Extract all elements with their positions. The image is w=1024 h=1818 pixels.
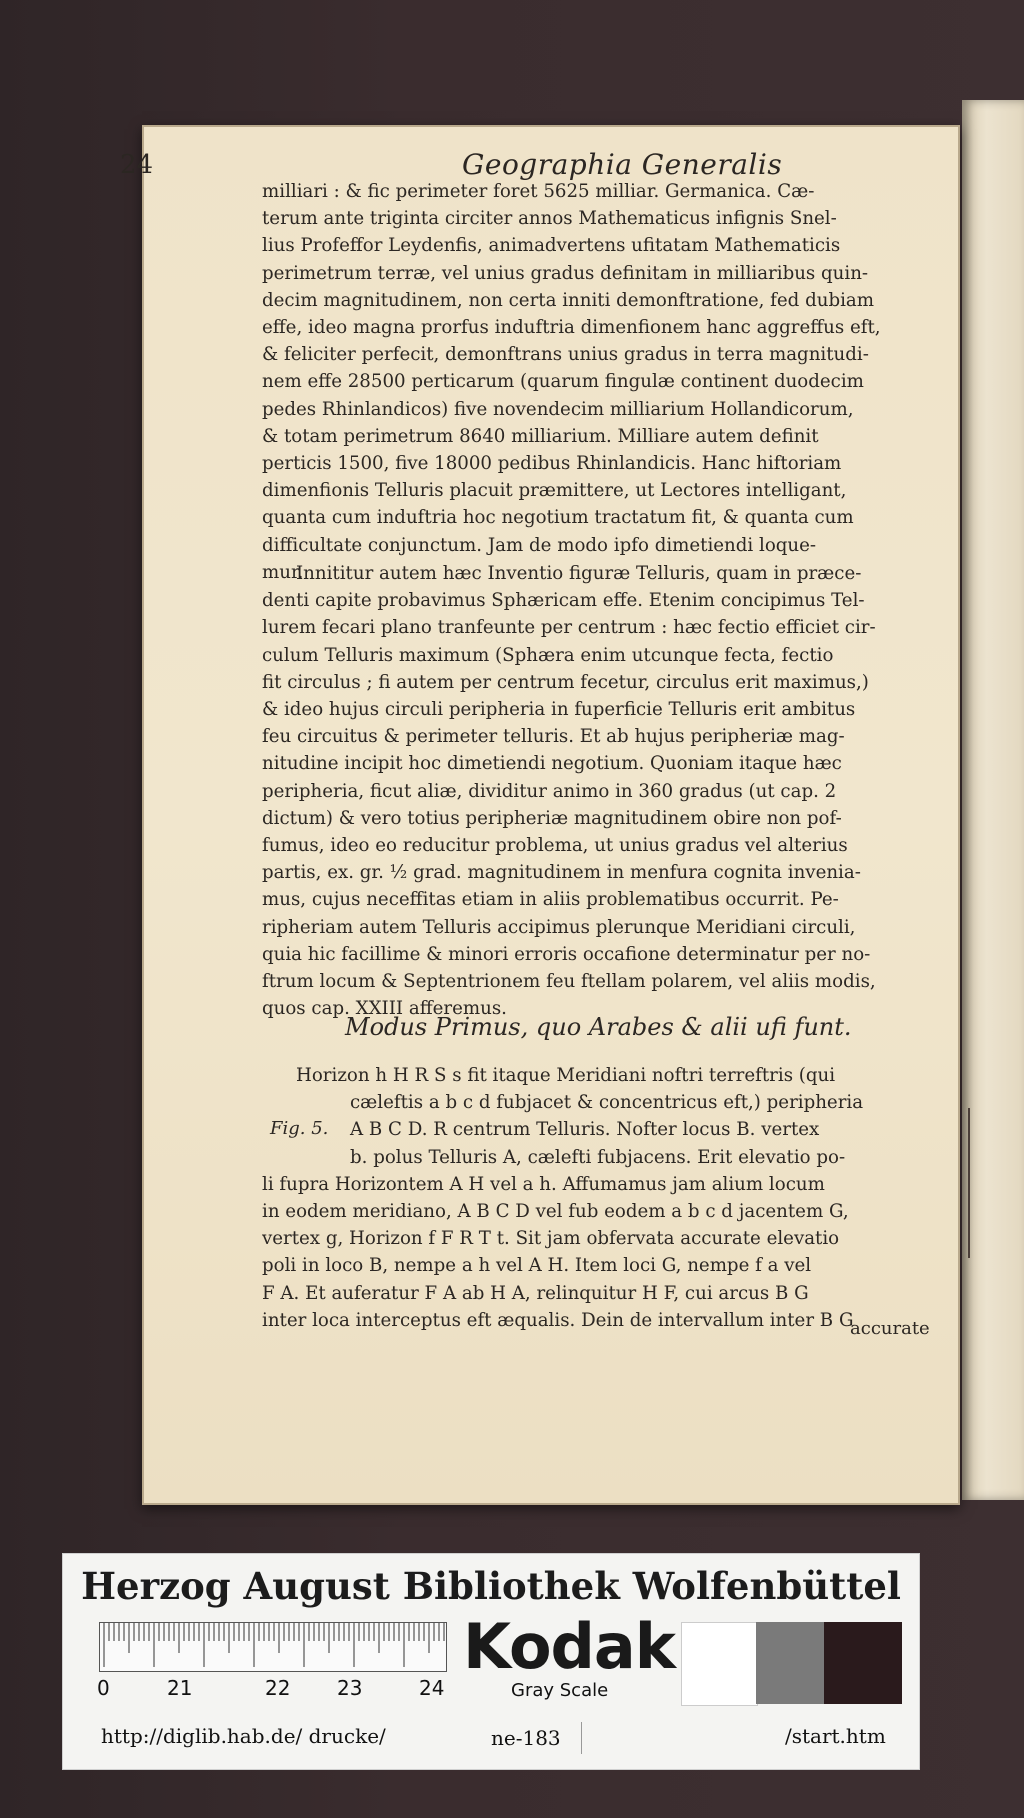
gray-swatch bbox=[756, 1622, 824, 1704]
text-line: Innititur autem hæc Inventio figuræ Telluris, quam in præce- bbox=[296, 563, 862, 584]
text-line: poli in loco B, nempe a h vel A H. Item loci G, nempe f a vel bbox=[262, 1255, 812, 1277]
text-line: fumus, ideo eo reducitur problema, ut unius gradus vel alterius bbox=[262, 835, 848, 857]
text-line: Horizon h H R S s fit itaque Meridiani noftri terreftris (qui bbox=[296, 1065, 836, 1086]
text-line: perimetrum terræ, vel unius gradus definitam in milliaribus quin- bbox=[262, 262, 869, 284]
text-line: lurem fecari plano tranfeunte per centrum : hæc fectio efficiet cir- bbox=[262, 617, 876, 639]
ruler-number: 24 bbox=[419, 1676, 445, 1700]
text-line: dictum) & vero totius peripheriæ magnitudinem obire non pof- bbox=[262, 807, 842, 829]
text-line: A B C D. R centrum Telluris. Nofter locus B. vertex bbox=[350, 1119, 820, 1141]
text-line: decim magnitudinem, non certa inniti demonftratione, fed dubiam bbox=[262, 289, 874, 311]
black-swatch bbox=[824, 1622, 902, 1704]
gray-scale-label: Gray Scale bbox=[511, 1680, 609, 1701]
text-line: culum Telluris maximum (Sphæra enim utcunque fecta, fectio bbox=[262, 644, 834, 666]
figure-reference: Fig. 5. bbox=[270, 1118, 329, 1139]
text-line: mus, cujus neceffitas etiam in aliis problematibus occurrit. Pe- bbox=[262, 889, 839, 911]
text-line: vertex g, Horizon f F R T t. Sit jam obfervata accurate elevatio bbox=[262, 1228, 840, 1250]
text-line: li fupra Horizontem A H vel a h. Affumamus jam alium locum bbox=[262, 1173, 825, 1195]
text-line: nitudine incipit hoc dimetiendi negotium. Quoniam itaque hæc bbox=[262, 753, 842, 775]
white-swatch bbox=[681, 1622, 758, 1706]
text-line: milliari : & fic perimeter foret 5625 milliar. Germanica. Cæ- bbox=[262, 181, 815, 202]
text-line: ftrum locum & Septentrionem feu ftellam polarem, vel aliis modis, bbox=[262, 971, 876, 993]
ruler-numbers bbox=[97, 1676, 477, 1702]
text-line: inter loca interceptus eft æqualis. Dein de intervallum inter B G bbox=[262, 1309, 854, 1331]
shelfmark-code: ne-183 bbox=[491, 1726, 561, 1750]
catchword: accurate bbox=[850, 1318, 930, 1339]
text-line: feu circuitus & perimeter telluris. Et ab hujus peripheriæ mag- bbox=[262, 726, 845, 748]
color-target-card bbox=[62, 1553, 920, 1770]
text-line: & totam perimetrum 8640 milliarium. Milliare autem definit bbox=[262, 425, 819, 447]
margin-mark bbox=[968, 1108, 970, 1258]
text-line: peripheria, ficut aliæ, dividitur animo in 360 gradus (ut cap. 2 bbox=[262, 780, 837, 802]
text-line: quos cap. XXIII afferemus. bbox=[262, 998, 507, 1020]
text-line: denti capite probavimus Sphæricam effe. Etenim concipimus Tel- bbox=[262, 590, 865, 612]
text-line: nem effe 28500 perticarum (quarum fingulæ continent duodecim bbox=[262, 371, 864, 393]
text-line: F A. Et auferatur F A ab H A, relinquitur H F, cui arcus B G bbox=[262, 1282, 809, 1304]
scale-ruler bbox=[99, 1622, 447, 1672]
text-line: & ideo hujus circuli peripheria in fuperficie Telluris erit ambitus bbox=[262, 699, 856, 721]
ruler-number: 23 bbox=[337, 1676, 363, 1700]
kodak-logo: Kodak bbox=[463, 1610, 675, 1683]
text-line: effe, ideo magna prorfus induftria dimenfionem hanc aggreffus eft, bbox=[262, 317, 881, 339]
ruler-number: 0 bbox=[97, 1676, 110, 1700]
page-number: 24 bbox=[120, 150, 154, 180]
text-line: ripheriam autem Telluris accipimus plerunque Meridiani circuli, bbox=[262, 916, 856, 938]
text-line: quia hic facillime & minori erroris occafione determinatur per no- bbox=[262, 943, 871, 965]
text-line: b. polus Telluris A, cælefti fubjacens. Erit elevatio po- bbox=[350, 1146, 846, 1168]
ruler-number: 22 bbox=[265, 1676, 291, 1700]
text-line: quanta cum induftria hoc negotium tractatum fit, & quanta cum bbox=[262, 507, 854, 529]
text-line: mur. bbox=[262, 561, 304, 583]
text-line: perticis 1500, five 18000 pedibus Rhinlandicis. Hanc hiftoriam bbox=[262, 453, 842, 475]
paragraph-2 bbox=[262, 560, 922, 1022]
separator bbox=[581, 1722, 582, 1754]
text-line: lius Profeffor Leydenfis, animadvertens ufitatam Mathematicis bbox=[262, 235, 841, 257]
running-title: Geographia Generalis bbox=[462, 148, 783, 181]
text-line: pedes Rhinlandicos) five novendecim milliarium Hollandicorum, bbox=[262, 398, 854, 420]
url-left: http://diglib.hab.de/ drucke/ bbox=[101, 1724, 386, 1748]
url-right: /start.htm bbox=[785, 1724, 886, 1748]
text-line: difficultate conjunctum. Jam de modo ipfo dimetiendi loque- bbox=[262, 534, 817, 556]
text-line: cæleftis a b c d fubjacet & concentricus eft,) peripheria bbox=[350, 1092, 864, 1114]
text-line: in eodem meridiano, A B C D vel fub eodem a b c d jacentem G, bbox=[262, 1201, 849, 1223]
text-line: dimenfionis Telluris placuit præmittere, ut Lectores intelligant, bbox=[262, 480, 847, 502]
text-line: partis, ex. gr. ½ grad. magnitudinem in menfura cognita invenia- bbox=[262, 862, 861, 884]
adjacent-page-edge bbox=[962, 100, 1024, 1500]
paragraph-1 bbox=[262, 178, 922, 586]
text-line: & feliciter perfecit, demonftrans unius gradus in terra magnitudi- bbox=[262, 344, 869, 366]
text-line: fit circulus ; fi autem per centrum fecetur, circulus erit maximus,) bbox=[262, 671, 869, 693]
text-line: terum ante triginta circiter annos Mathematicus infignis Snel- bbox=[262, 208, 837, 230]
library-name: Herzog August Bibliothek Wolfenbüttel bbox=[81, 1564, 901, 1608]
ruler-ticks bbox=[100, 1623, 446, 1671]
paragraph-3 bbox=[262, 1062, 922, 1334]
ruler-number: 21 bbox=[167, 1676, 193, 1700]
section-heading: Modus Primus, quo Arabes & alii ufi funt. bbox=[345, 1013, 852, 1041]
